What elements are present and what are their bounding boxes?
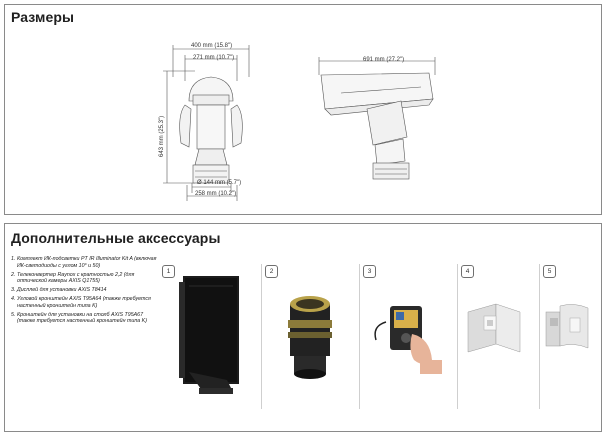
front-width-total: 400 mm (15.8")	[191, 43, 233, 49]
accessory-card-1	[159, 264, 261, 409]
card-number-badge: 2	[265, 265, 278, 278]
dimensions-panel	[4, 4, 602, 215]
front-width-inner: 271 mm (10.7")	[193, 55, 235, 61]
list-item: 1. Комплект ИК-подсветки PT IR Illuminator Kit A (включая ИК-светодиоды с углом 10° и 50)	[11, 256, 157, 269]
accessories-panel	[4, 223, 602, 432]
corner-bracket-image	[458, 264, 538, 409]
accessories-list	[11, 256, 161, 327]
card-number-badge: 3	[363, 265, 376, 278]
raynox-lens-image	[262, 264, 360, 409]
list-item: 4. Угловой кронштейн AXIS T95A64 (также требуется настенный кронштейн типа K)	[11, 296, 151, 309]
accessory-card-4	[457, 264, 538, 409]
pole-bracket-image	[540, 264, 600, 409]
list-item: 2. Телеконвертер Raynox с кратностью 2,2 (для оптической камеры AXIS Q1755)	[11, 271, 135, 285]
card-number-badge: 4	[461, 265, 474, 278]
ir-illuminator-image	[159, 264, 261, 409]
list-item: 5. Кронштейн для установки на столб AXIS T95A67 (также требуется настенный кронштейн типа K)	[11, 311, 147, 325]
front-height: 643 mm (25.3")	[159, 115, 165, 157]
side-length: 691 mm (27.2")	[363, 57, 405, 63]
accessories-title: Дополнительные аксессуары	[11, 230, 221, 246]
accessory-card-2	[261, 264, 360, 409]
accessory-card-3	[359, 264, 455, 409]
installation-display-image	[360, 264, 455, 409]
dimensions-title: Размеры	[11, 9, 75, 25]
accessory-card-5	[539, 264, 600, 409]
card-number-badge: 5	[543, 265, 556, 278]
list-item: 3. Дисплей для установки AXIS T8414	[11, 287, 107, 294]
card-number-badge: 1	[162, 265, 175, 278]
front-base-diameter: Ø 144 mm (5.7")	[197, 180, 242, 186]
side-view-drawing	[311, 53, 441, 183]
front-base-width: 258 mm (10.2")	[195, 191, 237, 197]
